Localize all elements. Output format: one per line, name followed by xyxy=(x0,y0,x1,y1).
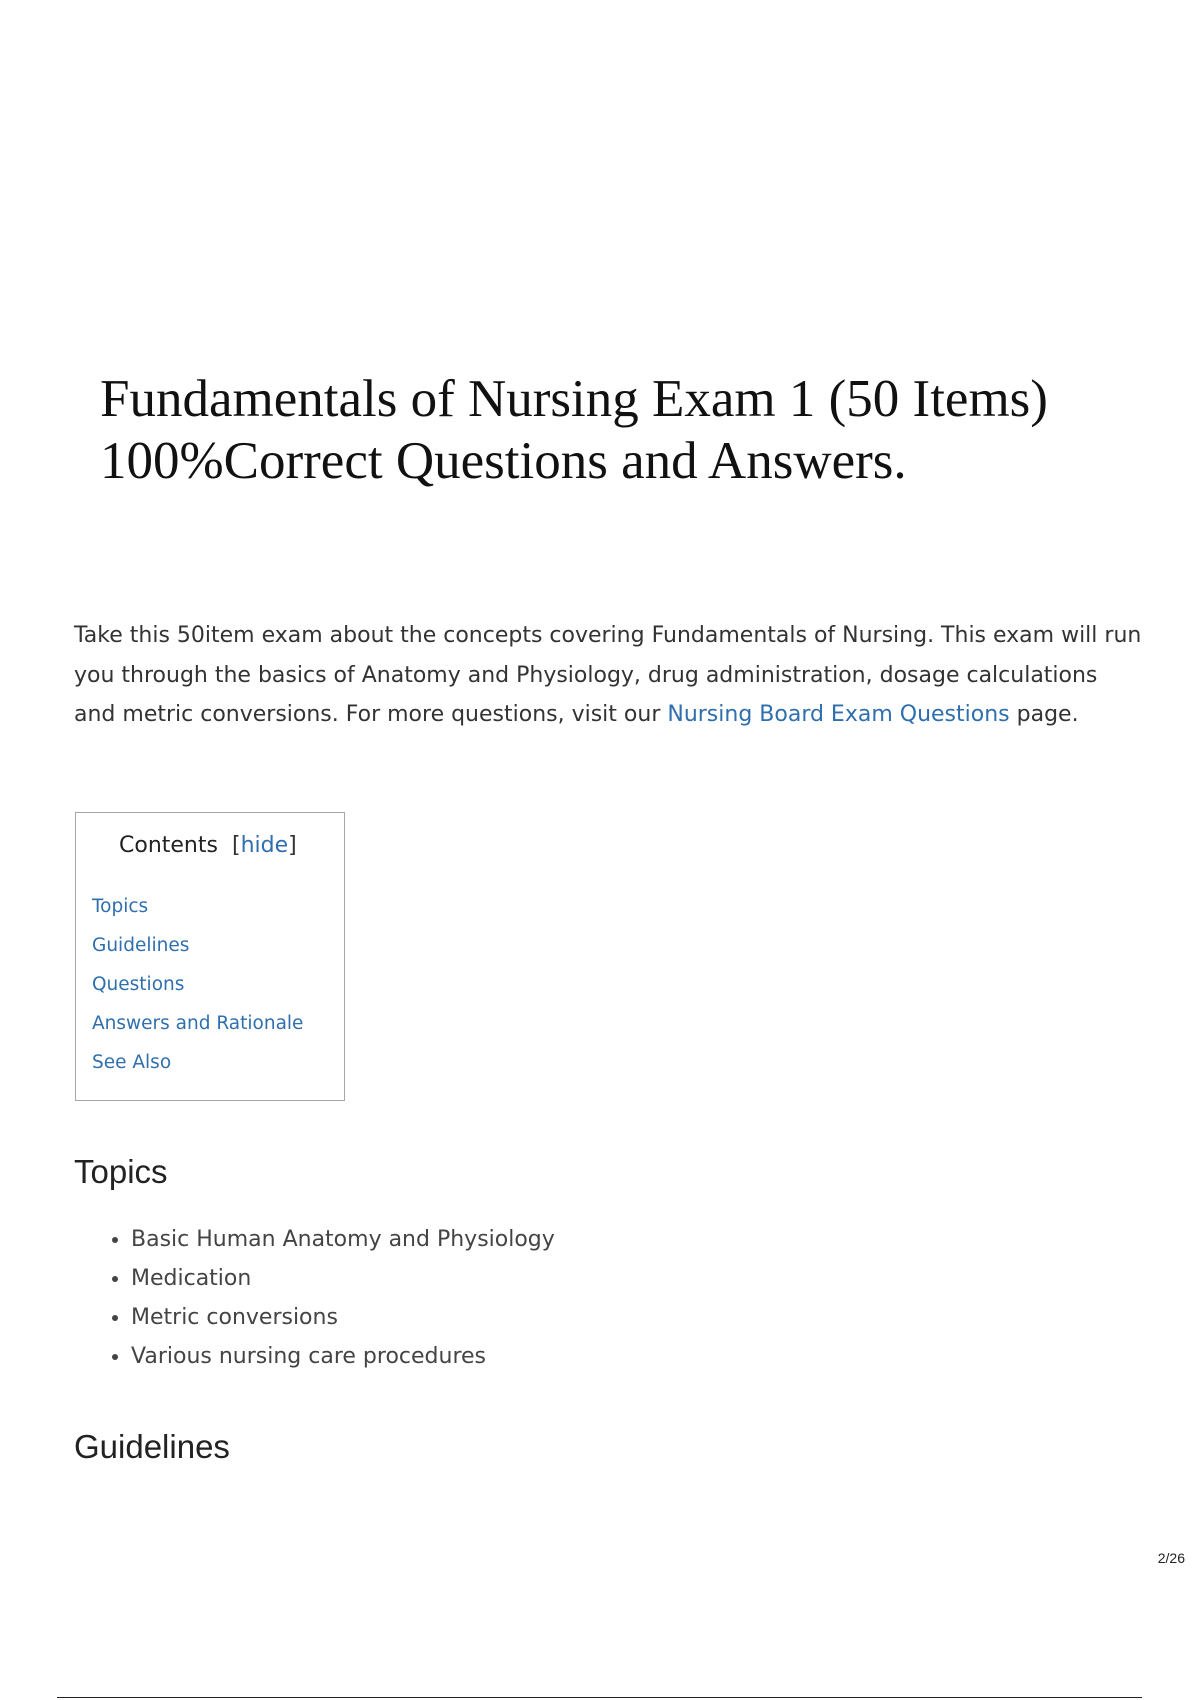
toc-header xyxy=(119,833,297,858)
intro-text-end: page. xyxy=(1009,702,1079,727)
toc-item xyxy=(92,932,303,971)
toc-toggle xyxy=(232,833,297,858)
page-number: 2/26 xyxy=(1157,1550,1185,1566)
toc-item xyxy=(92,893,303,932)
page-title-line-2: 100%Correct Questions and Answers. xyxy=(100,432,907,490)
intro-paragraph xyxy=(74,616,1144,735)
toc-toggle-bracket-open: [ xyxy=(231,833,241,858)
toc-link-topics[interactable]: Topics xyxy=(92,896,149,917)
nursing-board-exam-questions-link[interactable]: Nursing Board Exam Questions xyxy=(667,702,1010,727)
page-title-line-1: Fundamentals of Nursing Exam 1 (50 Items) xyxy=(100,370,1048,428)
toc-link-questions[interactable]: Questions xyxy=(92,974,185,995)
list-item: • Basic Human Anatomy and Physiology xyxy=(131,1220,555,1259)
toc-title: Contents xyxy=(119,833,218,858)
page-title xyxy=(100,368,1160,492)
toc-item xyxy=(92,1010,303,1049)
toc-hide-link[interactable]: hide xyxy=(240,833,289,858)
intro-text: Take this 50item exam about the concepts covering Fundamentals of Nursing. This exam will run you through the basics of Anatomy and Physiology, drug administration, dosage calculations and metric conversions. For more questions, visit our xyxy=(74,623,1142,727)
topics-list xyxy=(74,1220,555,1376)
bottom-divider xyxy=(57,1697,1142,1698)
toc-list xyxy=(92,893,303,1088)
toc-item xyxy=(92,971,303,1010)
guidelines-heading: Guidelines xyxy=(74,1428,230,1465)
topics-heading: Topics xyxy=(74,1153,168,1190)
toc-item xyxy=(92,1049,303,1088)
toc-link-answers-and-rationale[interactable]: Answers and Rationale xyxy=(92,1013,304,1034)
toc-link-see-also[interactable]: See Also xyxy=(92,1052,172,1073)
list-item: • Medication xyxy=(131,1259,555,1298)
list-item: • Various nursing care procedures xyxy=(131,1337,555,1376)
table-of-contents xyxy=(75,812,345,1101)
toc-toggle-bracket-close: ] xyxy=(288,833,297,858)
toc-link-guidelines[interactable]: Guidelines xyxy=(92,935,190,956)
list-item: • Metric conversions xyxy=(131,1298,555,1337)
